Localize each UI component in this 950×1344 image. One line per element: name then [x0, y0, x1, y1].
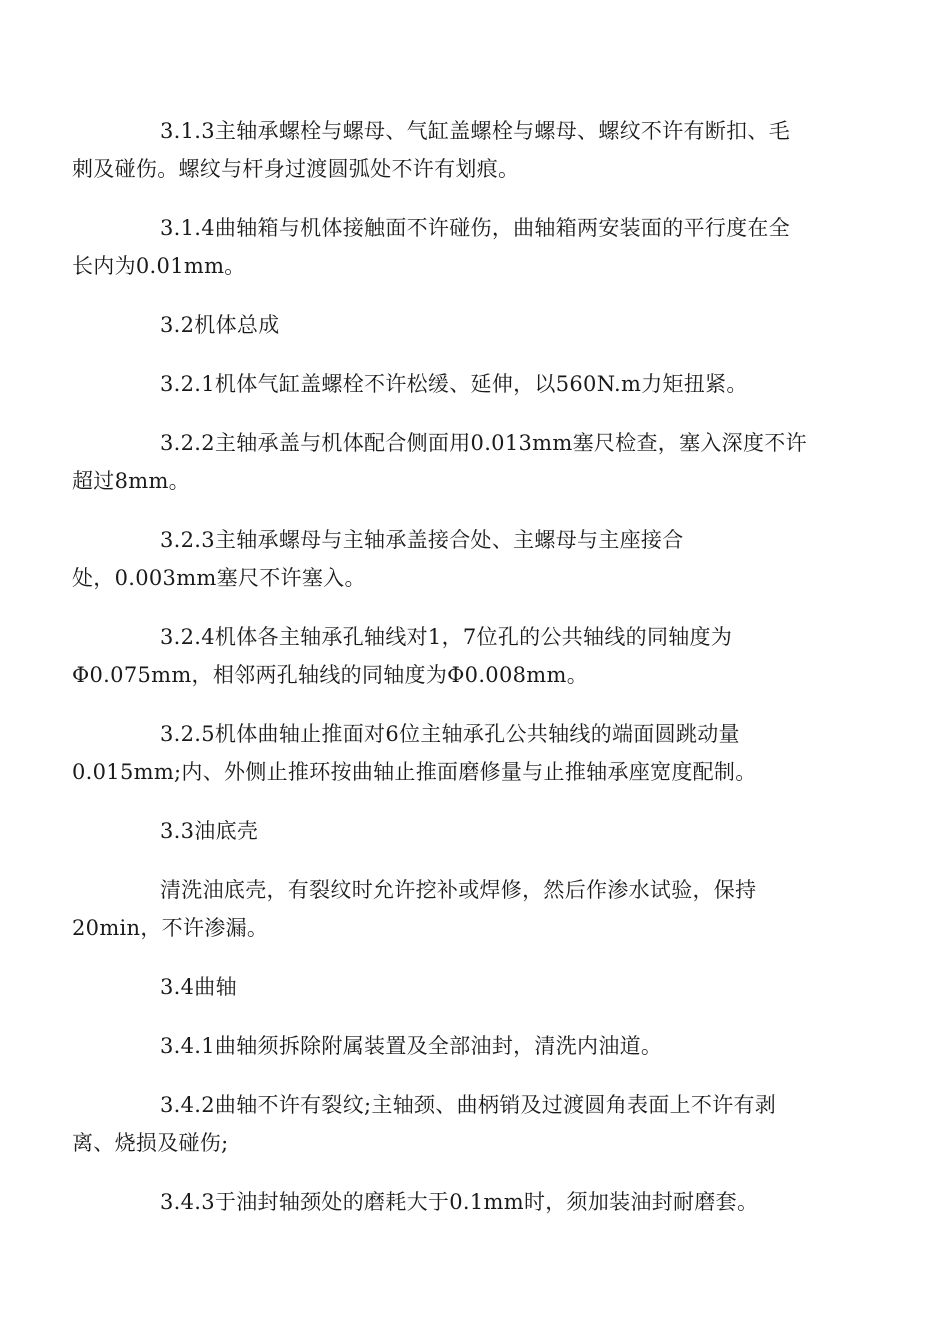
paragraph-line: 刺及碰伤。螺纹与杆身过渡圆弧处不许有划痕。: [72, 157, 520, 181]
paragraph-line: Φ0.075mm，相邻两孔轴线的同轴度为Φ0.008mm。: [72, 663, 589, 687]
paragraph-3-2-1: [116, 365, 832, 403]
paragraph-line: 0.015mm;内、外侧止推环按曲轴止推面磨修量与止推轴承座宽度配制。: [72, 760, 757, 784]
paragraph-line: 3.4曲轴: [160, 975, 237, 999]
paragraph-3-2-4: [72, 618, 832, 694]
paragraph-line: 3.2机体总成: [160, 313, 280, 337]
paragraph-line: 3.1.4曲轴箱与机体接触面不许碰伤，曲轴箱两安装面的平行度在全: [160, 216, 791, 240]
paragraph-3-2: [116, 306, 832, 344]
paragraph-line: 清洗油底壳，有裂纹时允许挖补或焊修，然后作渗水试验，保持: [160, 878, 757, 902]
paragraph-line: 处，0.003mm塞尺不许塞入。: [72, 566, 366, 590]
paragraph-line: 20min，不许渗漏。: [72, 916, 269, 940]
paragraph-line: 离、烧损及碰伤;: [72, 1131, 229, 1155]
paragraph-3-1-3: [72, 112, 832, 188]
paragraph-3-2-5: [72, 715, 832, 791]
paragraph-3-4-2: [72, 1086, 832, 1162]
paragraph-3-3-text: [72, 871, 832, 947]
paragraph-3-4-1: [116, 1027, 832, 1065]
paragraph-3-2-2: [72, 424, 832, 500]
paragraph-3-2-3: [72, 521, 832, 597]
paragraph-3-3: [116, 812, 832, 850]
paragraph-line: 3.2.5机体曲轴止推面对6位主轴承孔公共轴线的端面圆跳动量: [160, 722, 740, 746]
paragraph-line: 3.2.1机体气缸盖螺栓不许松缓、延伸，以560N.m力矩扭紧。: [160, 372, 748, 396]
paragraph-line: 3.4.1曲轴须拆除附属装置及全部油封，清洗内油道。: [160, 1034, 663, 1058]
document-body: [72, 112, 832, 1242]
paragraph-line: 3.1.3主轴承螺栓与螺母、气缸盖螺栓与螺母、螺纹不许有断扣、毛: [160, 119, 791, 143]
paragraph-line: 3.2.4机体各主轴承孔轴线对1，7位孔的公共轴线的同轴度为: [160, 625, 733, 649]
paragraph-line: 长内为0.01mm。: [72, 254, 246, 278]
paragraph-3-4-3: [116, 1183, 832, 1221]
paragraph-line: 3.4.2曲轴不许有裂纹;主轴颈、曲柄销及过渡圆角表面上不许有剥: [160, 1093, 777, 1117]
paragraph-line: 3.2.3主轴承螺母与主轴承盖接合处、主螺母与主座接合: [160, 528, 684, 552]
paragraph-line: 3.2.2主轴承盖与机体配合侧面用0.013mm塞尺检查，塞入深度不许: [160, 431, 807, 455]
paragraph-3-4: [116, 968, 832, 1006]
paragraph-line: 超过8mm。: [72, 469, 190, 493]
paragraph-3-1-4: [72, 209, 832, 285]
paragraph-line: 3.3油底壳: [160, 819, 259, 843]
paragraph-line: 3.4.3于油封轴颈处的磨耗大于0.1mm时，须加装油封耐磨套。: [160, 1190, 759, 1214]
